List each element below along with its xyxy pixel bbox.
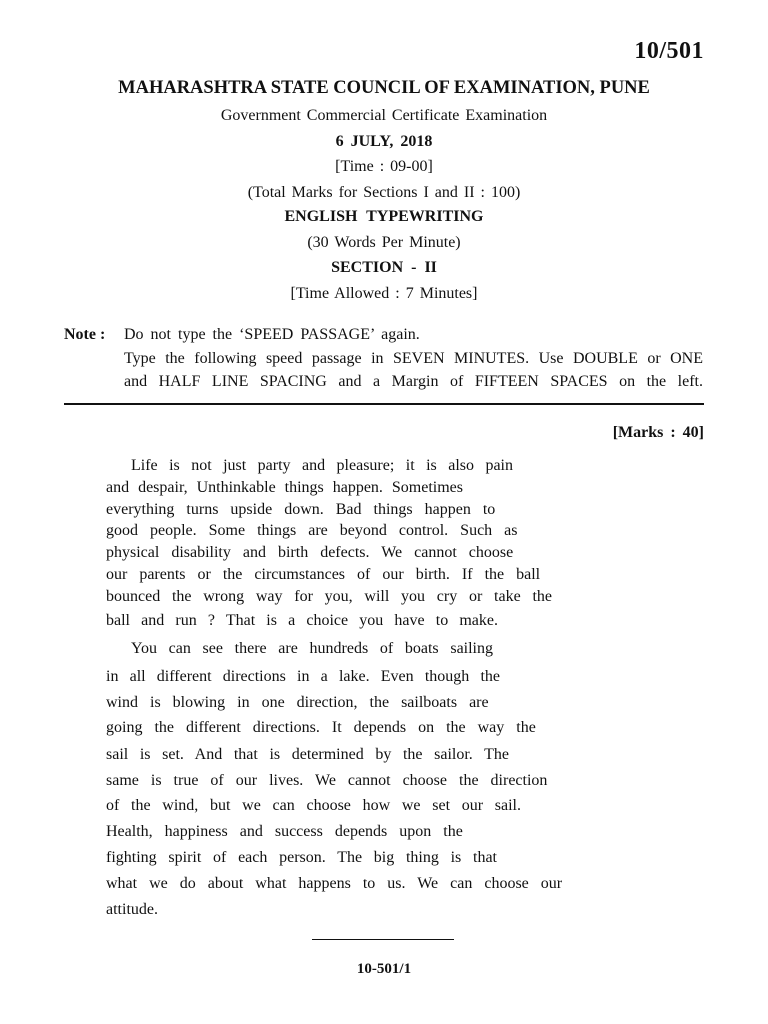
exam-date: 6 JULY, 2018 — [335, 133, 433, 150]
section-title: SECTION - II — [331, 259, 437, 276]
speed-requirement: (30 Words Per Minute) — [307, 234, 461, 251]
passage-line: Health, happiness and success depends upon the — [106, 823, 463, 840]
passage-line: going the different directions. It depends on the way the — [106, 719, 536, 736]
note-line: Do not type the ‘SPEED PASSAGE’ again. — [124, 326, 420, 343]
exam-time: [Time : 09-00] — [335, 158, 433, 175]
passage-line: everything turns upside down. Bad things happen to — [106, 501, 496, 518]
passage-line: bounced the wrong way for you, will you cry or take the — [106, 588, 552, 605]
passage-line: sail is set. And that is determined by the sailor. The — [106, 746, 509, 763]
footer-rule — [312, 939, 454, 940]
council-title: MAHARASHTRA STATE COUNCIL OF EXAMINATION, PUNE — [118, 78, 650, 98]
passage-line: same is true of our lives. We cannot choose the direction — [106, 772, 548, 789]
passage-line: and despair, Unthinkable things happen. Sometimes — [106, 479, 463, 496]
passage-line: attitude. — [106, 901, 158, 918]
subject-title: ENGLISH TYPEWRITING — [284, 208, 484, 225]
exam-name: Government Commercial Certificate Examination — [220, 107, 548, 124]
passage-line: wind is blowing in one direction, the sailboats are — [106, 694, 489, 711]
marks-label: [Marks : 40] — [612, 424, 704, 441]
note-line: Type the following speed passage in SEVEN MINUTES. Use DOUBLE or ONE — [124, 350, 703, 367]
total-marks: (Total Marks for Sections I and II : 100) — [247, 184, 521, 201]
time-allowed: [Time Allowed : 7 Minutes] — [290, 285, 478, 302]
horizontal-rule — [64, 403, 704, 405]
passage-line: in all different directions in a lake. Even though the — [106, 668, 500, 685]
note-label: Note : — [64, 326, 106, 343]
passage-line: fighting spirit of each person. The big thing is that — [106, 849, 497, 866]
passage-line: of the wind, but we can choose how we set our sail. — [106, 797, 521, 814]
passage-line: our parents or the circumstances of our birth. If the ball — [106, 566, 541, 583]
passage-line: ball and run ? That is a choice you have to make. — [106, 612, 498, 629]
note-line: and HALF LINE SPACING and a Margin of FIFTEEN SPACES on the left. — [124, 373, 703, 390]
passage-line: good people. Some things are beyond control. Such as — [106, 522, 518, 539]
passage-line: physical disability and birth defects. We cannot choose — [106, 544, 514, 561]
paper-code: 10/501 — [634, 38, 704, 64]
passage-line: what we do about what happens to us. We can choose our — [106, 875, 563, 892]
passage-line: Life is not just party and pleasure; it is also pain — [131, 457, 513, 474]
page-code: 10-501/1 — [356, 961, 412, 977]
passage-line: You can see there are hundreds of boats sailing — [131, 640, 493, 657]
